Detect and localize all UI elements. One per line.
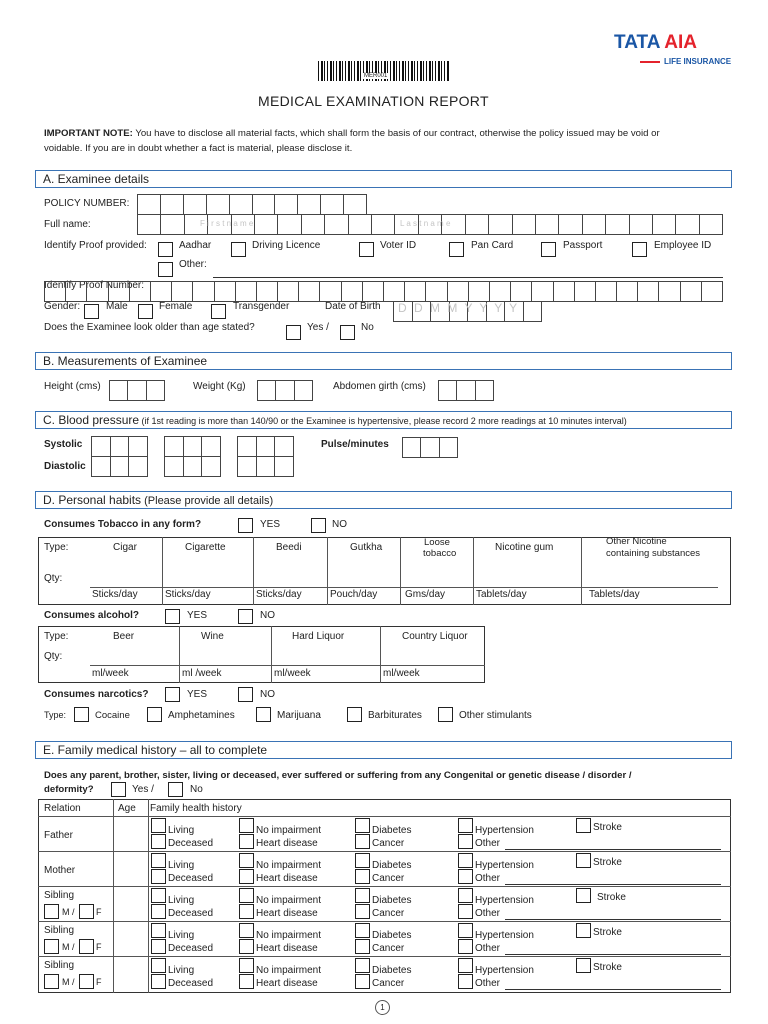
family-row-line — [38, 851, 731, 852]
history-checkbox-1b[interactable] — [239, 869, 254, 884]
tobacco-col-divider — [327, 537, 328, 605]
alcohol-yes-label: YES — [187, 610, 208, 621]
voter-id-label: Voter ID — [380, 240, 417, 251]
history-checkbox-0b[interactable] — [151, 834, 166, 849]
narcotics-no-label: NO — [260, 689, 275, 700]
last-name-hint: L a s t n a m e — [400, 219, 451, 228]
sibling-male-checkbox[interactable] — [44, 974, 59, 989]
history-label-3a: Hypertension — [475, 965, 534, 976]
history-label-3b: Other — [475, 978, 501, 989]
section-d-header — [35, 491, 732, 509]
col-hard-liquor: Hard Liquor — [292, 631, 345, 642]
alcohol-question: Consumes alcohol? — [44, 610, 140, 621]
female-checkbox[interactable] — [138, 304, 153, 319]
alcohol-col-divider — [271, 626, 272, 683]
history-label-0b: Deceased — [168, 908, 214, 919]
marijuana-checkbox[interactable] — [256, 707, 271, 722]
history-checkbox-0b[interactable] — [151, 974, 166, 989]
history-checkbox-1b[interactable] — [239, 974, 254, 989]
relation-label: Sibling — [44, 890, 75, 901]
sibling-female-checkbox[interactable] — [79, 974, 94, 989]
history-label-0a: Living — [168, 965, 195, 976]
older-question: Does the Examinee look older than age stated? — [44, 322, 255, 333]
history-label-2a: Diabetes — [372, 965, 412, 976]
history-checkbox-3b[interactable] — [458, 869, 473, 884]
history-checkbox-2a[interactable] — [355, 888, 370, 903]
history-checkbox-3a[interactable] — [458, 958, 473, 973]
brand-tata: TATA — [614, 32, 660, 53]
brand-logo — [614, 32, 697, 54]
other-id-label: Other: — [179, 259, 207, 270]
unit-hard: ml/week — [274, 668, 311, 679]
history-label-2b: Cancer — [372, 838, 405, 849]
history-label-0a: Living — [168, 860, 195, 871]
section-c-header — [35, 411, 732, 429]
systolic-label: Systolic — [44, 439, 83, 450]
sibling-female-label: F — [96, 942, 102, 952]
relation-label: Mother — [44, 865, 76, 876]
history-label-3b: Other — [475, 908, 501, 919]
section-b-header: B. Measurements of Examinee — [35, 352, 732, 370]
male-label: Male — [106, 301, 128, 312]
history-checkbox-1a[interactable] — [239, 888, 254, 903]
history-label-1a: No impairment — [256, 965, 322, 976]
tobacco-col-divider — [581, 537, 582, 605]
history-label-2a: Diabetes — [372, 895, 412, 906]
history-checkbox-0a[interactable] — [151, 888, 166, 903]
family-yes-label: Yes / — [132, 784, 154, 795]
unit-other: Tablets/day — [589, 589, 640, 600]
history-checkbox-3b[interactable] — [458, 939, 473, 954]
alcohol-col-divider — [380, 626, 381, 683]
history-checkbox-3a[interactable] — [458, 888, 473, 903]
history-label-3b: Other — [475, 838, 501, 849]
unit-wine: ml /week — [182, 668, 222, 679]
alcohol-no-checkbox[interactable] — [238, 609, 253, 624]
stroke-checkbox[interactable] — [576, 853, 591, 868]
gender-label: Gender: — [44, 301, 81, 312]
older-yes-label: Yes / — [307, 322, 329, 333]
barbiturates-checkbox[interactable] — [347, 707, 362, 722]
col-loose: Loose — [424, 537, 450, 548]
col-other-nicotine: Other Nicotine — [606, 536, 667, 547]
height-label: Height (cms) — [44, 381, 101, 392]
stroke-checkbox[interactable] — [576, 923, 591, 938]
weight-field[interactable] — [257, 380, 313, 401]
note-line1: You have to disclose all material facts, which shall form the basis of our contract, otherwise the policy issued may be void or — [132, 128, 660, 139]
history-label-1b: Heart disease — [256, 838, 318, 849]
tobacco-no-label: NO — [332, 519, 347, 530]
history-checkbox-1a[interactable] — [239, 818, 254, 833]
other-line[interactable] — [505, 849, 721, 850]
section-c-subtitle: (if 1st reading is more than 140/90 or the Examinee is hypertensive, please record 2 more readings at 10 minutes interval) — [139, 416, 627, 426]
history-checkbox-2a[interactable] — [355, 853, 370, 868]
history-label-0b: Deceased — [168, 873, 214, 884]
cocaine-checkbox[interactable] — [74, 707, 89, 722]
history-checkbox-2a[interactable] — [355, 958, 370, 973]
relation-label: Sibling — [44, 925, 75, 936]
tobacco-qty-label: Qty: — [44, 573, 63, 584]
family-col-divider — [113, 799, 114, 993]
history-checkbox-0a[interactable] — [151, 958, 166, 973]
col-nicotine-gum: Nicotine gum — [495, 542, 554, 553]
unit-loose: Gms/day — [405, 589, 446, 600]
page-number: 1 — [380, 1003, 385, 1012]
barcode-text: MER001 — [364, 73, 388, 79]
pan-card-checkbox[interactable] — [449, 242, 464, 257]
barbiturates-label: Barbiturates — [368, 710, 422, 721]
tobacco-col-divider — [162, 537, 163, 605]
alcohol-col-divider — [179, 626, 180, 683]
history-checkbox-1b[interactable] — [239, 939, 254, 954]
history-label-1b: Heart disease — [256, 873, 318, 884]
history-checkbox-1b[interactable] — [239, 834, 254, 849]
history-checkbox-1a[interactable] — [239, 853, 254, 868]
history-label-3a: Hypertension — [475, 895, 534, 906]
page-number-circle — [375, 1000, 390, 1015]
note-line2: voidable. If you are in doubt whether a fact is material, please disclose it. — [44, 143, 353, 154]
unit-beedi: Sticks/day — [256, 589, 302, 600]
history-checkbox-3a[interactable] — [458, 923, 473, 938]
weight-label: Weight (Kg) — [193, 381, 246, 392]
unit-beer: ml/week — [92, 668, 129, 679]
systolic-field-1[interactable] — [91, 436, 148, 457]
other-line[interactable] — [505, 919, 721, 920]
diastolic-field-3[interactable] — [237, 456, 294, 477]
alcohol-type-label: Type: — [44, 631, 69, 642]
employee-id-checkbox[interactable] — [632, 242, 647, 257]
history-label-2b: Cancer — [372, 943, 405, 954]
unit-cigarette: Sticks/day — [165, 589, 211, 600]
history-label-0a: Living — [168, 930, 195, 941]
female-label: Female — [159, 301, 193, 312]
tobacco-col-divider — [253, 537, 254, 605]
dob-format-hint: D D M M Y Y Y Y — [398, 301, 518, 315]
idnum-label: Identify Proof Number: — [44, 280, 145, 291]
first-name-hint: F i r s t n a m e — [200, 219, 254, 228]
transgender-checkbox[interactable] — [211, 304, 226, 319]
history-label-0b: Deceased — [168, 838, 214, 849]
history-checkbox-2a[interactable] — [355, 818, 370, 833]
col-beer: Beer — [113, 631, 135, 642]
brand-sub: LIFE INSURANCE — [664, 57, 732, 66]
col-country-liquor: Country Liquor — [402, 631, 468, 642]
important-note — [44, 126, 660, 156]
col-containing: containing substances — [606, 548, 701, 559]
history-label-1a: No impairment — [256, 930, 322, 941]
tobacco-yes-checkbox[interactable] — [238, 518, 253, 533]
diastolic-label: Diastolic — [44, 461, 86, 472]
stroke-checkbox[interactable] — [576, 958, 591, 973]
passport-label: Passport — [563, 240, 603, 251]
history-checkbox-0b[interactable] — [151, 869, 166, 884]
history-label-1b: Heart disease — [256, 978, 318, 989]
tobacco-type-label: Type: — [44, 542, 69, 553]
family-col-divider — [148, 799, 149, 993]
older-no-checkbox[interactable] — [340, 325, 355, 340]
history-label-2a: Diabetes — [372, 860, 412, 871]
transgender-label: Transgender — [233, 301, 290, 312]
section-d-title: D. Personal habits — [43, 493, 142, 507]
pulse-label: Pulse/minutes — [321, 439, 389, 450]
history-checkbox-0b[interactable] — [151, 904, 166, 919]
tobacco-col-divider — [400, 537, 401, 605]
history-label-3a: Hypertension — [475, 860, 534, 871]
alcohol-qty-label: Qty: — [44, 651, 63, 662]
hdr-history: Family health history — [150, 803, 242, 814]
sibling-male-label: M / — [62, 942, 75, 952]
alcohol-yes-checkbox[interactable] — [165, 609, 180, 624]
history-checkbox-3b[interactable] — [458, 834, 473, 849]
history-checkbox-2b[interactable] — [355, 869, 370, 884]
stroke-checkbox[interactable] — [576, 818, 591, 833]
family-question-line2: deformity? — [44, 784, 94, 795]
driving-licence-label: Driving Licence — [252, 240, 321, 251]
sibling-male-label: M / — [62, 977, 75, 987]
cocaine-label: Cocaine — [95, 710, 130, 721]
employee-id-label: Employee ID — [654, 240, 712, 251]
other-line[interactable] — [505, 989, 721, 990]
stroke-label: Stroke — [593, 857, 622, 868]
alcohol-row-line — [90, 665, 485, 666]
history-checkbox-3a[interactable] — [458, 853, 473, 868]
history-label-2a: Diabetes — [372, 930, 412, 941]
history-label-1b: Heart disease — [256, 943, 318, 954]
history-checkbox-3a[interactable] — [458, 818, 473, 833]
tobacco-yes-label: YES — [260, 519, 281, 530]
hdr-age: Age — [118, 803, 136, 814]
history-checkbox-0a[interactable] — [151, 853, 166, 868]
sibling-female-checkbox[interactable] — [79, 904, 94, 919]
history-checkbox-2b[interactable] — [355, 834, 370, 849]
history-checkbox-0a[interactable] — [151, 818, 166, 833]
voter-id-checkbox[interactable] — [359, 242, 374, 257]
section-a-header: A. Examinee details — [35, 170, 732, 188]
policy-label: POLICY NUMBER: — [44, 198, 130, 209]
history-checkbox-2a[interactable] — [355, 923, 370, 938]
tobacco-row-line — [90, 587, 718, 588]
section-e-header: E. Family medical history – all to complete — [35, 741, 732, 759]
col-tobacco: tobacco — [423, 548, 457, 559]
stroke-label: Stroke — [593, 962, 622, 973]
relation-label: Sibling — [44, 960, 75, 971]
family-row-line — [38, 816, 731, 817]
section-c-title: C. Blood pressure — [43, 413, 140, 427]
other-stimulants-label: Other stimulants — [459, 710, 532, 721]
relation-label: Father — [44, 830, 73, 841]
history-checkbox-1a[interactable] — [239, 923, 254, 938]
other-id-line[interactable] — [213, 277, 723, 278]
history-label-0a: Living — [168, 825, 195, 836]
history-checkbox-0b[interactable] — [151, 939, 166, 954]
abdomen-field[interactable] — [438, 380, 494, 401]
family-no-label: No — [190, 784, 203, 795]
history-label-0b: Deceased — [168, 978, 214, 989]
amphetamines-checkbox[interactable] — [147, 707, 162, 722]
stroke-label: Stroke — [593, 927, 622, 938]
passport-checkbox[interactable] — [541, 242, 556, 257]
family-row-line — [38, 886, 731, 887]
history-label-2b: Cancer — [372, 978, 405, 989]
policy-number-field[interactable] — [137, 194, 367, 215]
idproof-label: Identify Proof provided: — [44, 240, 147, 251]
idnum-field[interactable] — [44, 281, 723, 302]
male-checkbox[interactable] — [84, 304, 99, 319]
sibling-female-checkbox[interactable] — [79, 939, 94, 954]
history-checkbox-3b[interactable] — [458, 904, 473, 919]
history-checkbox-0a[interactable] — [151, 923, 166, 938]
aadhar-label: Aadhar — [179, 240, 212, 251]
other-line[interactable] — [505, 884, 721, 885]
unit-cigar: Sticks/day — [92, 589, 138, 600]
aadhar-checkbox[interactable] — [158, 242, 173, 257]
history-label-3a: Hypertension — [475, 930, 534, 941]
history-label-3b: Other — [475, 943, 501, 954]
family-row-line — [38, 956, 731, 957]
section-d-subtitle: (Please provide all details) — [141, 495, 274, 507]
history-label-2b: Cancer — [372, 908, 405, 919]
history-label-0a: Living — [168, 895, 195, 906]
history-checkbox-2b[interactable] — [355, 974, 370, 989]
pulse-field[interactable] — [402, 437, 458, 458]
dob-label: Date of Birth — [325, 301, 381, 312]
family-row-line — [38, 921, 731, 922]
tobacco-col-divider — [473, 537, 474, 605]
other-line[interactable] — [505, 954, 721, 955]
col-cigar: Cigar — [113, 542, 137, 553]
height-field[interactable] — [109, 380, 165, 401]
narcotics-no-checkbox[interactable] — [238, 687, 253, 702]
systolic-field-2[interactable] — [164, 436, 221, 457]
narcotics-yes-checkbox[interactable] — [165, 687, 180, 702]
history-label-0b: Deceased — [168, 943, 214, 954]
history-checkbox-3b[interactable] — [458, 974, 473, 989]
history-label-2a: Diabetes — [372, 825, 412, 836]
history-label-3b: Other — [475, 873, 501, 884]
history-checkbox-1b[interactable] — [239, 904, 254, 919]
sibling-male-label: M / — [62, 907, 75, 917]
history-label-2b: Cancer — [372, 873, 405, 884]
stroke-checkbox[interactable] — [576, 888, 591, 903]
family-question-line1: Does any parent, brother, sister, living or deceased, ever suffered or suffering from any Congenital or genetic disease / disorder / — [44, 770, 632, 781]
family-no-checkbox[interactable] — [168, 782, 183, 797]
brand-red-dash — [640, 61, 660, 63]
amphetamines-label: Amphetamines — [168, 710, 235, 721]
diastolic-field-1[interactable] — [91, 456, 148, 477]
older-no-label: No — [361, 322, 374, 333]
narcotics-question: Consumes narcotics? — [44, 689, 149, 700]
col-gutkha: Gutkha — [350, 542, 383, 553]
history-label-1a: No impairment — [256, 895, 322, 906]
sibling-male-checkbox[interactable] — [44, 939, 59, 954]
narcotics-yes-label: YES — [187, 689, 208, 700]
tobacco-question: Consumes Tobacco in any form? — [44, 519, 202, 530]
fullname-label: Full name: — [44, 219, 91, 230]
history-label-1a: No impairment — [256, 860, 322, 871]
sibling-female-label: F — [96, 977, 102, 987]
older-yes-checkbox[interactable] — [286, 325, 301, 340]
history-label-1b: Heart disease — [256, 908, 318, 919]
sibling-male-checkbox[interactable] — [44, 904, 59, 919]
unit-country: ml/week — [383, 668, 420, 679]
stroke-label: Stroke — [593, 822, 622, 833]
stroke-label: Stroke — [597, 892, 626, 903]
history-checkbox-2b[interactable] — [355, 904, 370, 919]
col-beedi: Beedi — [276, 542, 302, 553]
unit-gum: Tablets/day — [476, 589, 527, 600]
diastolic-field-2[interactable] — [164, 456, 221, 477]
systolic-field-3[interactable] — [237, 436, 294, 457]
history-label-3a: Hypertension — [475, 825, 534, 836]
tobacco-no-checkbox[interactable] — [311, 518, 326, 533]
brand-aia: AIA — [664, 32, 698, 53]
family-yes-checkbox[interactable] — [111, 782, 126, 797]
pan-card-label: Pan Card — [471, 240, 514, 251]
hdr-relation: Relation — [44, 803, 81, 814]
other-stimulants-checkbox[interactable] — [438, 707, 453, 722]
history-checkbox-2b[interactable] — [355, 939, 370, 954]
history-label-1a: No impairment — [256, 825, 322, 836]
note-label: IMPORTANT NOTE: — [44, 128, 133, 139]
driving-licence-checkbox[interactable] — [231, 242, 246, 257]
other-id-checkbox[interactable] — [158, 262, 173, 277]
col-cigarette: Cigarette — [185, 542, 226, 553]
sibling-female-label: F — [96, 907, 102, 917]
marijuana-label: Marijuana — [277, 710, 321, 721]
unit-gutkha: Pouch/day — [330, 589, 378, 600]
narcotics-type-label: Type: — [44, 710, 67, 720]
abdomen-label: Abdomen girth (cms) — [333, 381, 426, 392]
page-title: MEDICAL EXAMINATION REPORT — [258, 93, 489, 109]
history-checkbox-1a[interactable] — [239, 958, 254, 973]
alcohol-no-label: NO — [260, 610, 275, 621]
col-wine: Wine — [201, 631, 224, 642]
